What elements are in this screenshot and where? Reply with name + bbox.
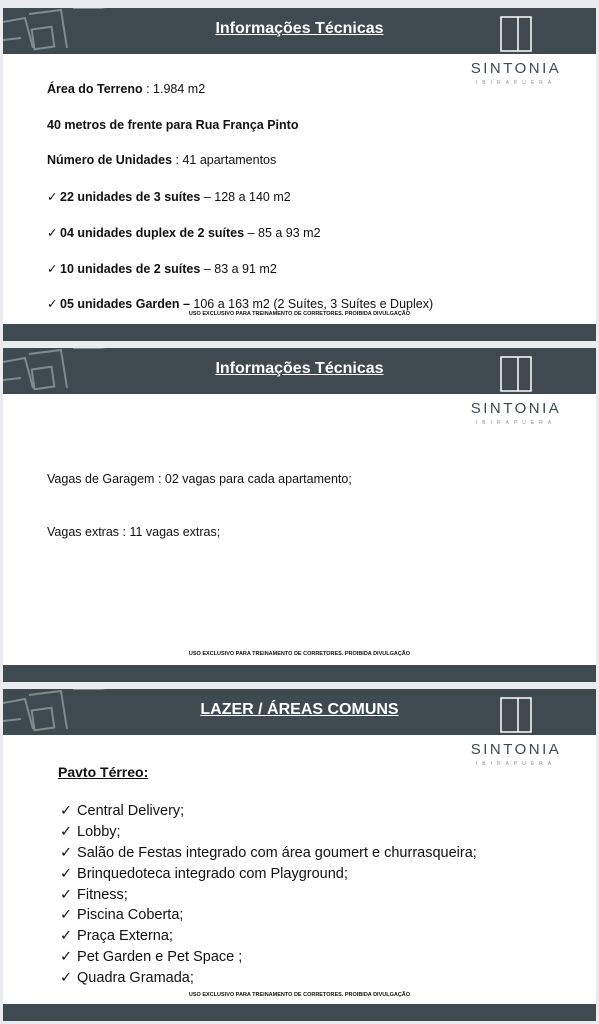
disclaimer: USO EXCLUSIVO PARA TREINAMENTO DE CORRETORES. PROIBIDA DIVULGAÇÃO bbox=[188, 651, 411, 657]
check-icon: ✓ bbox=[60, 928, 73, 944]
sintonia-logo-icon bbox=[500, 697, 532, 733]
logo-subtitle: IBIRAPUERA bbox=[475, 761, 557, 767]
info-line: 40 metros de frente para Rua França Pinto bbox=[47, 118, 299, 132]
slide-header bbox=[3, 689, 596, 735]
amenity-item: ✓ Fitness; bbox=[60, 887, 128, 903]
disclaimer: USO EXCLUSIVO PARA TREINAMENTO DE CORRETORES. PROIBIDA DIVULGAÇÃO bbox=[188, 311, 411, 317]
check-icon: ✓ bbox=[60, 949, 73, 965]
slide-title: Informações Técnicas bbox=[215, 20, 384, 37]
logo-subtitle: IBIRAPUERA bbox=[475, 80, 557, 86]
info-line: ✓ 04 unidades duplex de 2 suítes – 85 a 93 m2 bbox=[47, 226, 321, 240]
amenity-item: ✓ Quadra Gramada; bbox=[60, 970, 194, 986]
check-icon: ✓ bbox=[60, 866, 73, 882]
logo-subtitle: IBIRAPUERA bbox=[475, 420, 557, 426]
check-icon: ✓ bbox=[60, 887, 73, 903]
logo-name: SINTONIA bbox=[470, 400, 562, 417]
slide-footer-bar bbox=[3, 324, 596, 341]
check-icon: ✓ bbox=[60, 907, 73, 923]
disclaimer: USO EXCLUSIVO PARA TREINAMENTO DE CORRETORES. PROIBIDA DIVULGAÇÃO bbox=[188, 992, 411, 998]
info-line: Número de Unidades : 41 apartamentos bbox=[47, 153, 277, 167]
slide-leisure-areas bbox=[3, 689, 596, 1021]
info-line: ✓ 10 unidades de 2 suítes – 83 a 91 m2 bbox=[47, 262, 277, 276]
floor-subtitle: Pavto Térreo: bbox=[58, 764, 149, 780]
sintonia-logo-icon bbox=[500, 356, 532, 392]
slide-header bbox=[3, 348, 596, 394]
check-icon: ✓ bbox=[60, 970, 73, 986]
slide-technical-info-1 bbox=[3, 8, 596, 341]
parking-line: Vagas de Garagem : 02 vagas para cada apartamento; bbox=[47, 472, 352, 486]
check-icon: ✓ bbox=[60, 824, 73, 840]
slide-technical-info-2 bbox=[3, 348, 596, 682]
slide-header bbox=[3, 8, 596, 54]
logo-name: SINTONIA bbox=[470, 60, 562, 77]
check-icon: ✓ bbox=[60, 845, 73, 861]
amenity-item: ✓ Brinquedoteca integrado com Playground; bbox=[60, 866, 348, 882]
check-icon: ✓ bbox=[47, 190, 58, 204]
parking-line: Vagas extras : 11 vagas extras; bbox=[47, 525, 221, 539]
amenity-item: ✓ Praça Externa; bbox=[60, 928, 173, 944]
logo-name: SINTONIA bbox=[470, 741, 562, 758]
check-icon: ✓ bbox=[47, 297, 58, 311]
slide-footer-bar bbox=[3, 665, 596, 682]
info-line: ✓ 05 unidades Garden – 106 a 163 m2 (2 Suítes, 3 Suítes e Duplex) bbox=[47, 297, 434, 311]
check-icon: ✓ bbox=[47, 262, 58, 276]
info-line: Área do Terreno : 1.984 m2 bbox=[47, 82, 206, 96]
info-line: ✓ 22 unidades de 3 suítes – 128 a 140 m2 bbox=[47, 190, 291, 204]
check-icon: ✓ bbox=[60, 803, 73, 819]
slide-title: Informações Técnicas bbox=[215, 360, 384, 377]
amenity-item: ✓ Lobby; bbox=[60, 824, 121, 840]
check-icon: ✓ bbox=[47, 226, 58, 240]
amenity-item: ✓ Pet Garden e Pet Space ; bbox=[60, 949, 243, 965]
amenity-item: ✓ Salão de Festas integrado com área goumert e churrasqueira; bbox=[60, 845, 477, 861]
amenity-item: ✓ Piscina Coberta; bbox=[60, 907, 184, 923]
slide-footer-bar bbox=[3, 1004, 596, 1021]
amenity-item: ✓ Central Delivery; bbox=[60, 803, 185, 819]
slide-title: LAZER / ÁREAS COMUNS bbox=[200, 701, 399, 718]
sintonia-logo-icon bbox=[500, 16, 532, 52]
